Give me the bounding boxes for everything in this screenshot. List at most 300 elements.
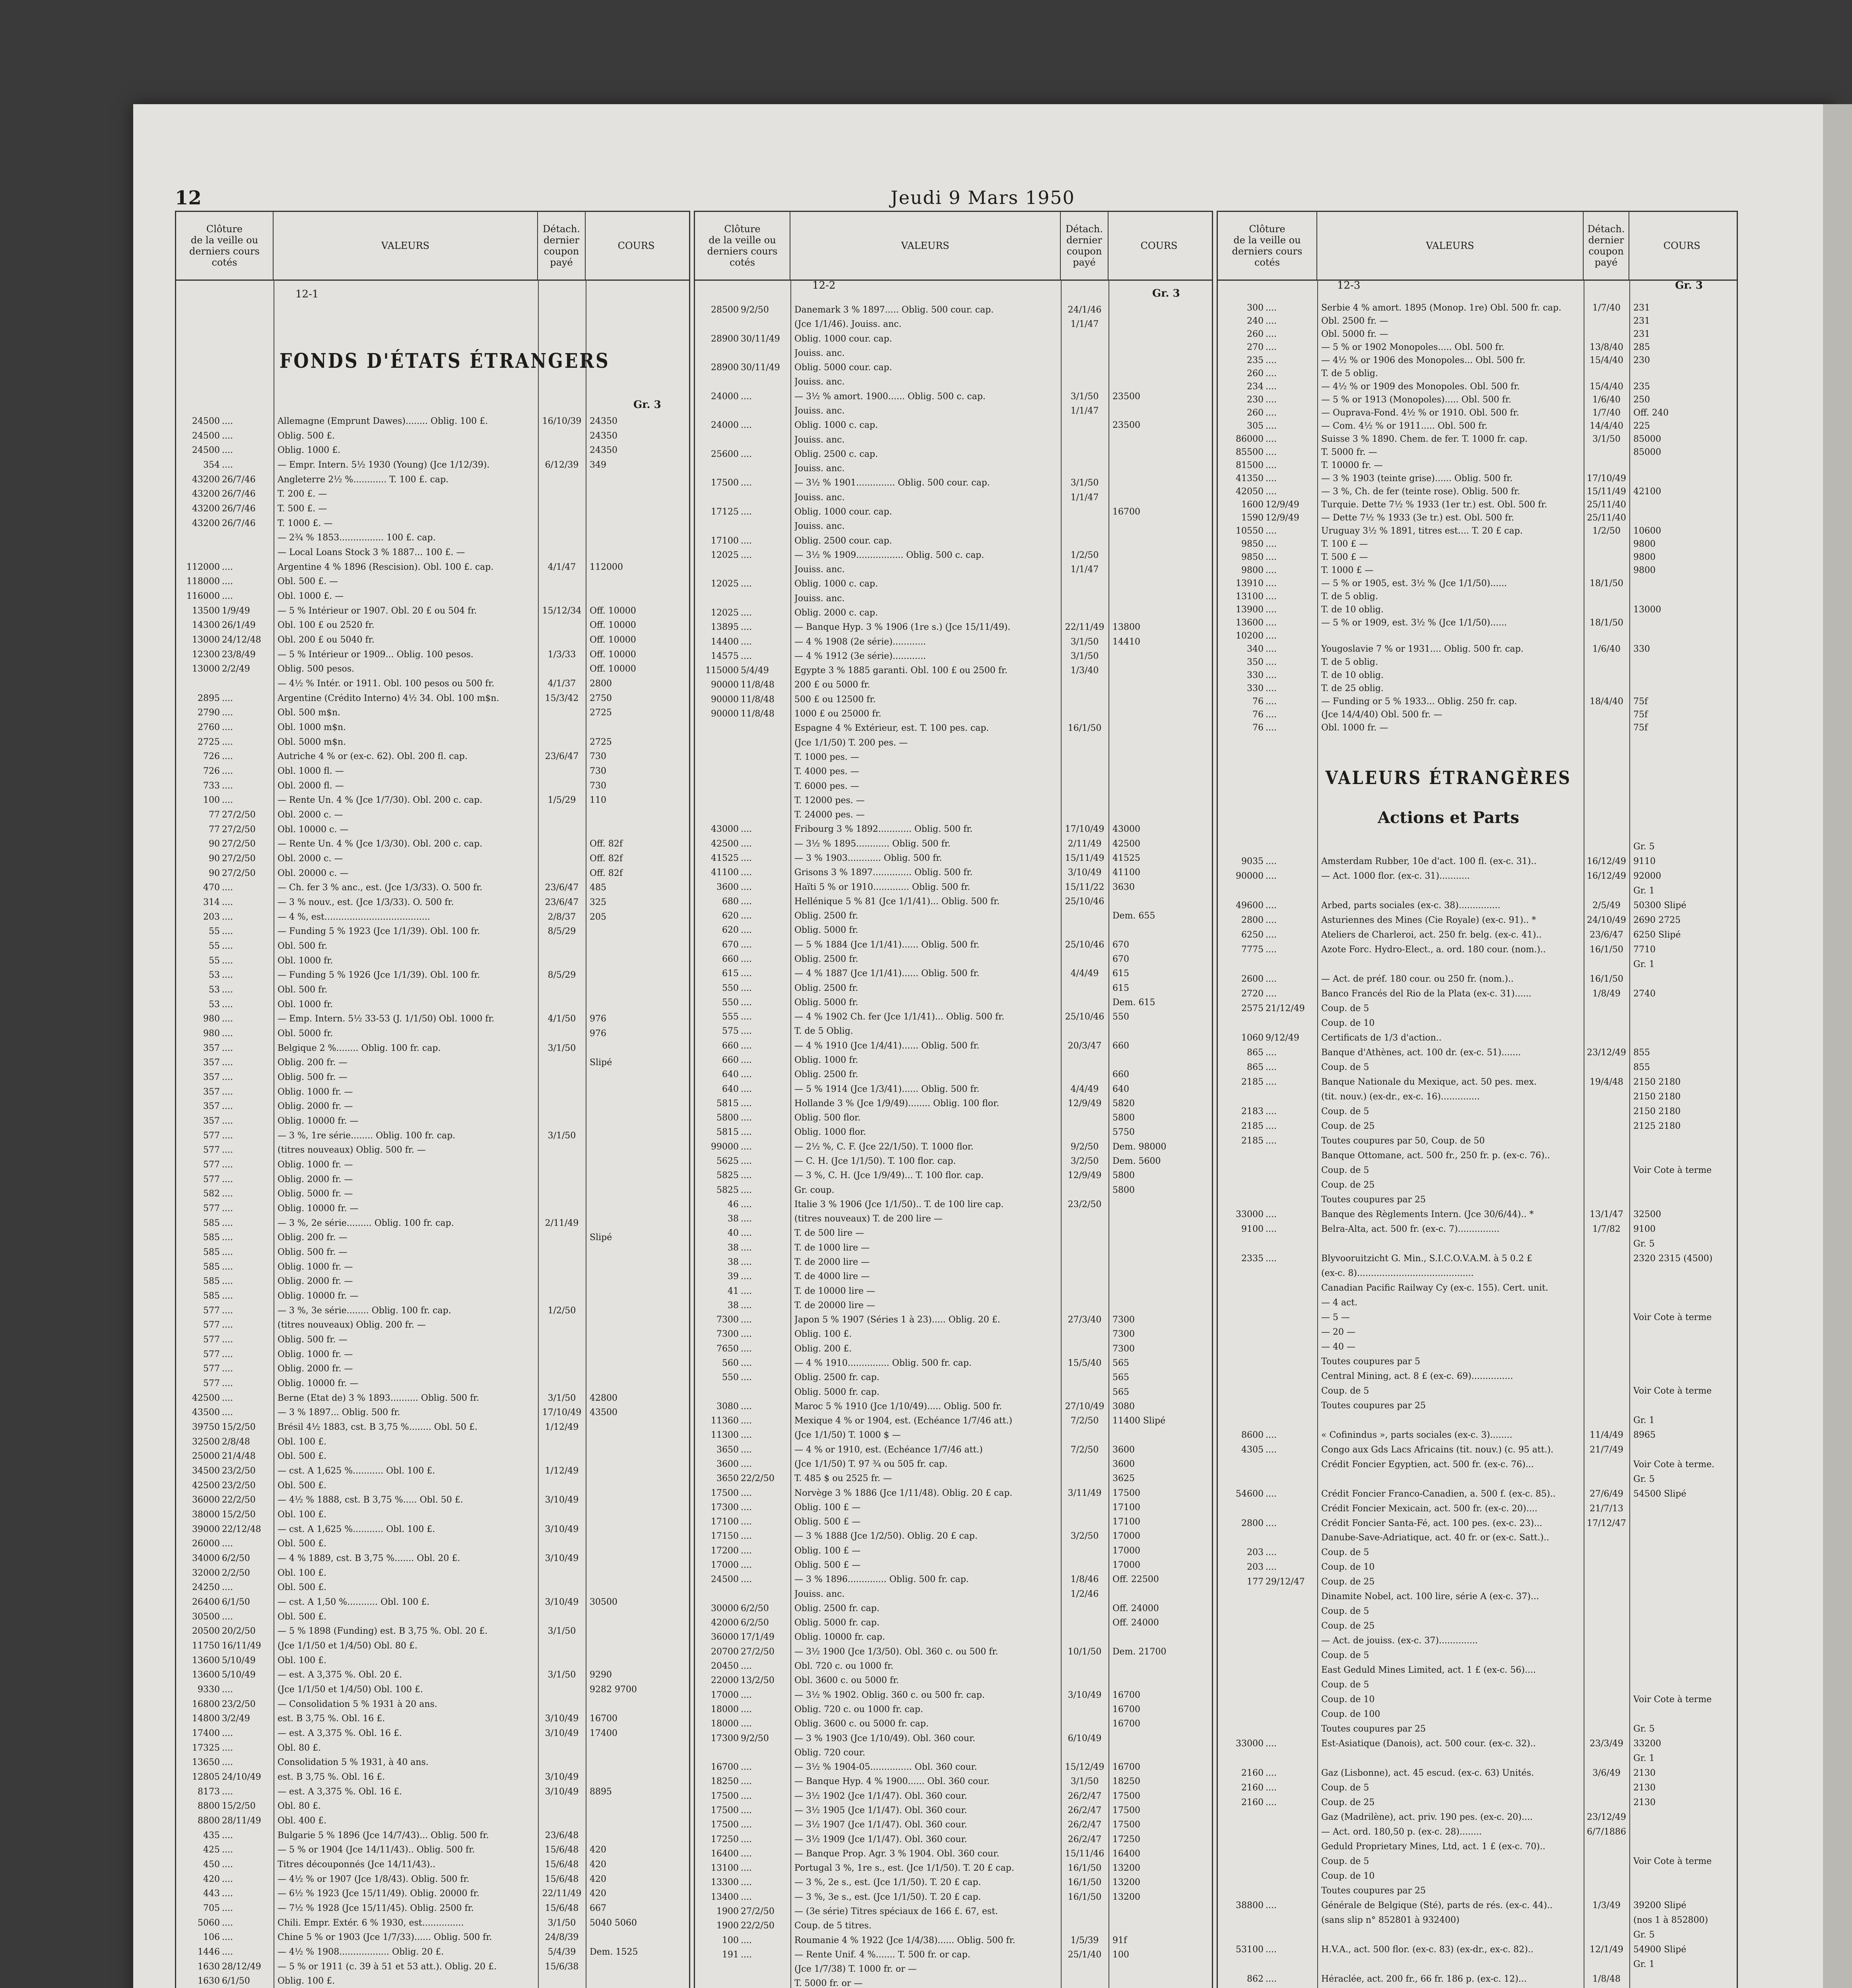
quote-price: 225 (1633, 421, 1650, 431)
security-name: (ex-c. 8).......................................... (1321, 1268, 1474, 1278)
quote-row (1218, 1458, 1737, 1472)
security-name: — Com. 4½ % or 1911..... Obl. 500 fr. (1321, 421, 1488, 431)
security-name: — 3½ % 1902. Oblig. 360 c. ou 500 fr. cap. (794, 1690, 985, 1700)
closing-date: .... (741, 1661, 752, 1672)
closing-price: 85500 (1236, 447, 1264, 457)
closing-date: .... (1266, 382, 1277, 392)
quote-row (695, 1010, 1212, 1024)
closing-date: 16/11/49 (222, 1641, 261, 1651)
quote-row (695, 1660, 1212, 1673)
closing-date: .... (741, 449, 752, 459)
security-name: Oblig. 2000 fr. — (278, 1101, 353, 1112)
quote-row (1218, 485, 1737, 499)
security-name: — 2¾ % 1853................ 100 £. cap. (278, 533, 436, 543)
closing-price: 340 (1247, 644, 1264, 654)
closing-price: 22000 (711, 1675, 739, 1686)
security-name: Oblig. 100 £. (278, 1976, 335, 1986)
security-name: T. 5000 fr. or — (794, 1978, 863, 1988)
coupon-date: 4/1/37 (547, 679, 576, 689)
security-name: Coup. de 5 (1321, 1165, 1369, 1175)
security-name: — 4½ % or 1909 des Monopoles. Obl. 500 fr. (1321, 382, 1520, 392)
security-name: Haïti 5 % or 1910............. Oblig. 500 fr. (794, 882, 971, 892)
closing-date: 15/2/50 (222, 1801, 256, 1811)
security-name: — 4 %, est...................................... (278, 912, 430, 922)
closing-price: 16400 (711, 1848, 739, 1859)
security-name: Chili. Empr. Extér. 6 % 1930, est............... (278, 1918, 464, 1928)
coupon-date: 1/5/39 (1070, 1935, 1099, 1945)
coupon-date: 3/10/49 (545, 1553, 579, 1563)
quote-row (1218, 1017, 1737, 1030)
quote-row (695, 1386, 1212, 1399)
header-cloture: Clôture de la veille ou derniers cours cotés (695, 212, 790, 280)
closing-price: 30000 (711, 1603, 739, 1613)
closing-date: .... (741, 1517, 752, 1527)
closing-date: .... (741, 911, 752, 921)
security-name: — 5 % 1914 (Jce 1/3/41)...... Oblig. 500 fr. (794, 1084, 980, 1094)
quote-row (176, 415, 689, 428)
coupon-date: 13/8/40 (1590, 342, 1623, 352)
closing-date: 24/12/48 (222, 635, 261, 645)
quote-price: 85000 (1633, 447, 1661, 457)
closing-date: .... (222, 1043, 233, 1053)
quote-row (695, 707, 1212, 721)
security-name: Japon 5 % 1907 (Séries 1 à 23)..... Oblig. 20 £. (794, 1315, 1000, 1325)
quote-row (695, 1804, 1212, 1817)
security-name: Crédit Foncier Mexicain, act. 500 fr. (ex-c. 20).... (1321, 1503, 1538, 1514)
closing-date: 23/2/50 (222, 1699, 256, 1709)
quote-row (695, 1818, 1212, 1832)
quote-row (1218, 1664, 1737, 1677)
quote-row (176, 1668, 689, 1682)
closing-price: 13910 (1236, 579, 1264, 588)
security-name: Italie 3 % 1906 (Jce 1/1/50).. T. de 100 lire cap. (794, 1199, 1004, 1209)
security-name: Oblig. 500 pesos. (278, 664, 355, 674)
quote-row (1218, 643, 1737, 656)
quote-row (695, 953, 1212, 966)
quote-row (1218, 1120, 1737, 1133)
security-name: T. de 10000 lire — (794, 1286, 876, 1296)
quote-price: Dem. 655 (1112, 911, 1155, 921)
quote-row (176, 1071, 689, 1084)
quote-row (176, 575, 689, 588)
quote-row (176, 1202, 689, 1215)
security-name: Jouiss. anc. (794, 464, 845, 474)
closing-price: 41100 (711, 868, 739, 878)
security-name: — Emp. Intern. 5½ 33-53 (J. 1/1/50) Obl. 1000 fr. (278, 1014, 495, 1024)
closing-price: 585 (203, 1291, 220, 1301)
security-name: — cst. A 1,50 %........... Obl. 100 £. (278, 1597, 430, 1607)
quote-price: 41525 (1112, 853, 1140, 863)
quote-row (695, 780, 1212, 793)
quote-row (1218, 1340, 1737, 1354)
closing-date: .... (222, 1072, 233, 1082)
closing-date: .... (222, 577, 233, 587)
header-cours: COURS (1663, 240, 1701, 251)
security-name: Certificats de 1/3 d'action.. (1321, 1033, 1442, 1043)
closing-price: 90000 (711, 709, 739, 719)
closing-price: 1590 (1241, 513, 1264, 523)
quote-row (695, 1371, 1212, 1384)
security-name: Coup. de 5 (1321, 1606, 1369, 1617)
quote-price: Gr. 5 (1633, 1239, 1655, 1249)
quote-price: 3625 (1112, 1474, 1135, 1484)
closing-date: .... (1266, 1518, 1277, 1528)
quote-row (176, 794, 689, 807)
quote-price: 17400 (590, 1728, 617, 1738)
coupon-date: 16/10/39 (542, 416, 582, 426)
security-name: T. 100 £ — (1321, 539, 1368, 549)
closing-date: 11/8/48 (741, 694, 775, 705)
security-name: — Dette 7½ % 1933 (3e tr.) est. Obl. 500 fr. (1321, 513, 1514, 523)
quote-row (695, 722, 1212, 735)
quote-row (695, 1588, 1212, 1601)
security-name: Argentine (Crédito Interno) 4½ 34. Obl. 100 m$n. (278, 693, 499, 703)
quote-row (695, 621, 1212, 634)
coupon-date: 25/11/40 (1587, 500, 1626, 510)
quote-price: 2130 (1633, 1783, 1656, 1793)
coupon-date: 23/3/49 (1590, 1739, 1623, 1749)
closing-price: 2725 (198, 737, 220, 747)
closing-price: 7300 (716, 1315, 739, 1325)
coupon-date: 15/6/48 (545, 1860, 579, 1870)
closing-price: 43500 (192, 1408, 220, 1418)
quote-row (695, 808, 1212, 822)
security-name: 1000 £ ou 25000 fr. (794, 709, 881, 719)
quote-row (176, 911, 689, 924)
closing-price: 305 (1247, 421, 1264, 431)
quote-row (1218, 1575, 1737, 1589)
quote-row (695, 866, 1212, 879)
coupon-date: 1/12/49 (545, 1422, 579, 1432)
quote-row (1218, 1825, 1737, 1839)
closing-price: 13000 (192, 664, 220, 674)
closing-date: .... (741, 1026, 752, 1037)
quote-price: 30500 (590, 1597, 617, 1607)
security-name: — 3 %, 2e série......... Oblig. 100 fr. cap. (278, 1218, 454, 1228)
quote-price: 16700 (1112, 1762, 1140, 1773)
closing-price: 34500 (192, 1466, 220, 1476)
security-name: Oblig. 500 fr. — (278, 1335, 347, 1345)
quote-row (1218, 855, 1737, 868)
closing-price: 24500 (711, 1574, 739, 1585)
closing-price: 203 (203, 912, 220, 922)
closing-date: .... (222, 1058, 233, 1068)
closing-price: 55 (209, 926, 220, 937)
security-name: Portugal 3 %, 1re s., est. (Jce 1/1/50). T. 20 £ cap. (794, 1863, 1014, 1873)
quote-row (1218, 1796, 1737, 1809)
quote-row (176, 1362, 689, 1376)
closing-price: 330 (1247, 670, 1264, 680)
security-name: Obl. 100 £. (278, 1568, 327, 1578)
quote-price: Gr. 1 (1633, 1415, 1655, 1425)
security-name: T. de 5 oblig. (1321, 592, 1378, 602)
closing-price: 30500 (192, 1611, 220, 1622)
quote-row (695, 1746, 1212, 1760)
closing-price: 2160 (1241, 1783, 1264, 1793)
closing-price: 115000 (705, 666, 739, 676)
closing-price: 620 (722, 925, 739, 936)
security-name: « Cofinindus », parts sociales (ex-c. 3)........ (1321, 1430, 1512, 1440)
security-name: Arbed, parts sociales (ex-c. 38)............... (1321, 900, 1501, 911)
closing-date: .... (741, 1156, 752, 1166)
closing-date: .... (741, 1877, 752, 1888)
security-name: Jouiss. anc. (794, 593, 845, 604)
quote-price: Off. 82f (590, 868, 623, 878)
quote-row (695, 1833, 1212, 1846)
security-name: — Ouprava-Fond. 4½ % or 1910. Obl. 500 fr. (1321, 408, 1519, 418)
security-name: T. 12000 pes. — (794, 795, 865, 806)
security-name: Allemagne (Emprunt Dawes)........ Oblig. 100 £. (278, 416, 488, 426)
coupon-date: 23/6/47 (545, 751, 579, 762)
quote-price: Gr. 5 (1633, 1474, 1655, 1484)
closing-price: 116000 (186, 591, 220, 601)
security-name: Obl. 500 fr. (278, 941, 328, 951)
quote-row (695, 1140, 1212, 1154)
closing-price: 980 (203, 1014, 220, 1024)
column-header-3 (1218, 212, 1737, 281)
quote-row (695, 1169, 1212, 1182)
closing-date: .... (222, 955, 233, 966)
security-name: Coup. de 5 (1321, 1547, 1369, 1558)
closing-date: 22/12/48 (222, 1524, 261, 1534)
security-name: Oblig. 1000 cour. cap. (794, 334, 892, 344)
closing-price: 2185 (1241, 1077, 1264, 1087)
closing-date: .... (222, 1918, 233, 1928)
quote-price: 976 (590, 1029, 606, 1039)
coupon-date: 14/4/40 (1590, 421, 1623, 431)
closing-price: 17300 (711, 1733, 739, 1743)
quote-row (176, 1639, 689, 1653)
closing-price: 450 (203, 1860, 220, 1870)
quote-price: 7300 (1112, 1343, 1135, 1354)
closing-price: 620 (722, 911, 739, 921)
coupon-date: 23/6/48 (545, 1830, 579, 1840)
quote-price: 42100 (1633, 487, 1661, 497)
quote-row (695, 1400, 1212, 1413)
security-name: — 4 % 1889, cst. B 3,75 %....... Obl. 20 £. (278, 1553, 460, 1563)
closing-date: .... (741, 1343, 752, 1354)
quote-price: 730 (590, 766, 606, 776)
security-name: Jouiss. anc. (794, 348, 845, 358)
quote-price: Off. 24000 (1112, 1618, 1159, 1628)
quote-row (695, 1616, 1212, 1630)
quote-row (176, 1727, 689, 1740)
security-name: Central Mining, act. 8 £ (ex-c. 69)............... (1321, 1371, 1513, 1381)
quote-price: Off. 10000 (590, 649, 636, 660)
quote-row (1218, 406, 1737, 420)
closing-date: .... (741, 839, 752, 849)
security-name: Oblig. 500 fr. — (278, 1072, 347, 1082)
header-detach: Détach. dernier coupon payé (1061, 212, 1108, 280)
closing-date: .... (222, 985, 233, 995)
closing-price: 34000 (192, 1553, 220, 1563)
quote-price: 2750 (590, 693, 612, 703)
security-name: T. 24000 pes. — (794, 810, 865, 820)
security-name: Obl. 500 £. (278, 1480, 327, 1491)
coupon-date: 1/1/47 (1070, 492, 1099, 503)
coupon-date: 2/11/49 (545, 1218, 579, 1228)
closing-price: 20450 (711, 1661, 739, 1672)
quote-row (695, 476, 1212, 490)
quote-row (176, 1114, 689, 1128)
coupon-date: 2/8/37 (547, 912, 576, 922)
security-name: T. de 10 oblig. (1321, 670, 1384, 680)
closing-price: 24500 (192, 416, 220, 426)
quote-row (695, 332, 1212, 346)
closing-date: .... (741, 1444, 752, 1455)
quote-row (1218, 1296, 1737, 1310)
closing-date: .... (741, 1892, 752, 1902)
closing-price: 577 (203, 1130, 220, 1141)
closing-price: 582 (203, 1189, 220, 1199)
security-name: Oblig. 2000 fr. — (278, 1364, 353, 1374)
closing-price: 1630 (198, 1976, 220, 1986)
quote-price: 2150 2180 (1633, 1091, 1681, 1102)
security-name: 500 £ ou 12500 fr. (794, 694, 876, 705)
quote-row (176, 1027, 689, 1041)
closing-date: .... (741, 1315, 752, 1325)
coupon-date: 17/12/47 (1587, 1518, 1626, 1528)
security-name: Maroc 5 % 1910 (Jce 1/10/49)..... Oblig. 500 fr. (794, 1401, 1002, 1411)
quote-row (1218, 669, 1737, 682)
security-name: Canadian Pacific Railway Cy (ex-c. 155). Cert. unit. (1321, 1283, 1549, 1293)
quote-price: 976 (590, 1014, 606, 1024)
quote-row (695, 1126, 1212, 1139)
coupon-date: 15/12/49 (1065, 1762, 1105, 1773)
quote-price: Off. 10000 (590, 620, 636, 631)
coupon-date: 3/1/50 (1592, 434, 1621, 444)
closing-price: 28900 (711, 334, 739, 344)
closing-date: .... (222, 941, 233, 951)
quote-row (176, 1085, 689, 1099)
closing-price: 13895 (711, 622, 739, 633)
closing-price: 555 (722, 1012, 739, 1022)
closing-price: 2790 (198, 708, 220, 718)
closing-date: .... (222, 1276, 233, 1287)
security-name: Oblig. 5000 fr. — (278, 1189, 353, 1199)
quote-price: 16700 (1112, 507, 1140, 517)
quote-price: 10600 (1633, 526, 1661, 536)
quote-row (176, 648, 689, 662)
closing-date: .... (222, 751, 233, 762)
security-name: Coup. de 100 (1321, 1709, 1380, 1720)
coupon-date: 25/10/46 (1065, 896, 1105, 907)
quote-price: 17500 (1112, 1488, 1140, 1498)
closing-price: 77 (209, 810, 220, 820)
security-name: Oblig. 500 £. (278, 431, 335, 441)
quote-row (1218, 943, 1737, 957)
quote-price: 3080 (1112, 1401, 1135, 1411)
coupon-date: 3/10/49 (545, 1495, 579, 1505)
closing-price: 18250 (711, 1776, 739, 1787)
security-name: — 4 % 1910............... Oblig. 500 fr. cap. (794, 1358, 972, 1368)
coupon-date: 23/6/47 (1590, 930, 1623, 940)
closing-date: .... (741, 1257, 752, 1267)
quote-price: Off. 10000 (590, 606, 636, 616)
closing-price: 42050 (1236, 487, 1264, 497)
quote-row (1218, 1517, 1737, 1530)
coupon-date: 3/1/50 (547, 1043, 576, 1053)
security-name: Bulgarie 5 % 1896 (Jce 14/7/43)... Oblig. 500 fr. (278, 1830, 489, 1840)
coupon-date: 18/1/50 (1590, 579, 1623, 588)
coupon-date: 1/7/82 (1592, 1224, 1621, 1234)
security-name: Oblig. 5000 fr. (794, 997, 858, 1008)
security-name: Est-Asiatique (Danois), act. 500 cour. (ex-c. 32).. (1321, 1739, 1536, 1749)
closing-date: .... (222, 1830, 233, 1840)
quote-row (695, 1025, 1212, 1038)
closing-date: .... (741, 1488, 752, 1498)
closing-price: 17250 (711, 1834, 739, 1844)
security-name: Yougoslavie 7 % or 1931.... Oblig. 500 fr. cap. (1321, 644, 1524, 654)
closing-price: 17300 (711, 1502, 739, 1512)
quote-row (1218, 315, 1737, 328)
quote-price: 615 (1112, 983, 1129, 993)
security-name: Autriche 4 % or (ex-c. 62). Obl. 200 fl. cap. (278, 751, 468, 762)
closing-price: 2760 (198, 722, 220, 732)
quote-price: Slipé (590, 1233, 612, 1243)
closing-price: 260 (1247, 408, 1264, 418)
security-name: — cst. A 1,625 %........... Obl. 100 £. (278, 1466, 435, 1476)
coupon-date: 13/1/47 (1590, 1209, 1623, 1219)
closing-price: 2335 (1241, 1253, 1264, 1264)
closing-price: 2185 (1241, 1136, 1264, 1146)
header-valeurs: VALEURS (1317, 212, 1584, 280)
quote-price: Voir Cote à terme. (1633, 1459, 1714, 1470)
security-name: est. B 3,75 %. Obl. 16 £. (278, 1714, 385, 1724)
closing-price: 330 (1247, 683, 1264, 693)
security-name: Obl. 500 £. (278, 1451, 327, 1462)
closing-date: 17/1/49 (741, 1632, 775, 1642)
closing-date: 9/2/50 (741, 1733, 769, 1743)
closing-price: 726 (203, 751, 220, 762)
security-name: T. 6000 pes. — (794, 781, 859, 791)
quote-price: 2740 (1633, 988, 1656, 999)
header-cours: COURS (617, 240, 655, 251)
quote-price: 2130 (1633, 1798, 1656, 1808)
quote-row (176, 1275, 689, 1288)
closing-date: .... (222, 1014, 233, 1024)
closing-date: .... (222, 1860, 233, 1870)
section-column-3 (1217, 211, 1738, 1988)
closing-price: 17500 (711, 1488, 739, 1498)
security-name: T. de 20000 lire — (794, 1300, 876, 1310)
coupon-date: 8/5/29 (547, 926, 576, 937)
coupon-date: 1/6/40 (1592, 644, 1621, 654)
closing-price: 2800 (1241, 915, 1264, 925)
closing-date: .... (222, 1291, 233, 1301)
closing-price: 90000 (711, 680, 739, 690)
quote-row (695, 606, 1212, 620)
quote-row (176, 1931, 689, 1944)
security-name: Coup. de 25 (1321, 1121, 1375, 1131)
security-name: (Jce 1/1/50) T. 97 ¾ ou 505 fr. cap. (794, 1459, 947, 1470)
closing-date: .... (222, 1174, 233, 1184)
coupon-date: 1/3/49 (1592, 1901, 1621, 1911)
quote-price: 100 (1112, 1949, 1129, 1960)
closing-date: .... (741, 1459, 752, 1470)
quote-row (1218, 1178, 1737, 1192)
closing-date: .... (741, 1791, 752, 1801)
security-name: Obl. 100 £ ou 2520 fr. (278, 620, 375, 631)
security-name: Argentine 4 % 1896 (Rescision). Obl. 100 £. cap. (278, 562, 494, 572)
quote-price: Voir Cote à terme (1633, 1312, 1712, 1322)
quote-price: Dem. 1525 (590, 1947, 638, 1957)
closing-date: .... (222, 1393, 233, 1403)
quote-price: 16700 (590, 1714, 617, 1724)
closing-date: .... (1266, 1106, 1277, 1116)
quote-row (176, 1974, 689, 1988)
security-name: — Rente Unif. 4 %....... T. 500 fr. or cap. (794, 1949, 971, 1960)
